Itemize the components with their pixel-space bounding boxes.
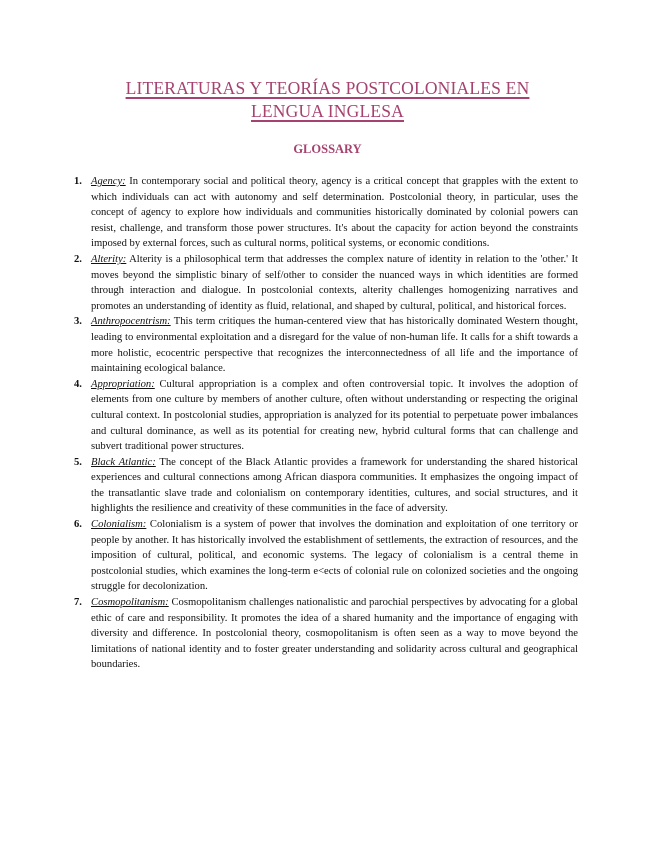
entry-number: 4. bbox=[74, 378, 82, 390]
entry-number: 5. bbox=[74, 456, 82, 468]
entry-number: 6. bbox=[74, 519, 82, 531]
title-line-2: LENGUA INGLESA bbox=[251, 101, 404, 121]
glossary-entry bbox=[74, 595, 578, 673]
entry-number: 7. bbox=[74, 597, 82, 609]
title-line-1: LITERATURAS Y TEORÍAS POSTCOLONIALES EN bbox=[125, 78, 530, 98]
glossary-entry bbox=[74, 252, 578, 314]
entry-text: In contemporary social and political theory, agency is a critical concept that grapples with the extent to which individuals can act with autonomy and self determination. Postcolonial theory, in particular, uses the concept of agency to explore how individuals and communities historically dominated by colonial powers can resist, challenge, and transform those power structures. It's about the capacity for action beyond the constraints imposed by external forces, such as cultural norms, political systems, or economic conditions. bbox=[91, 176, 578, 250]
section-heading: GLOSSARY bbox=[293, 142, 362, 156]
entry-text: Colonialism is a system of power that involves the domination and exploitation of one territory or people by another. It has historically involved the establishment of settlements, the extraction of resources, and the imposition of cultural, political, and economic systems. The legacy of colonialism is a central theme in postcolonial studies, which examines the long-term e<ects of colonial rule on colonized societies and the ongoing struggle for decolonization. bbox=[91, 519, 578, 593]
entry-term: Alterity: bbox=[91, 253, 127, 265]
entry-number: 3. bbox=[74, 316, 82, 328]
entry-text: The concept of the Black Atlantic provides a framework for understanding the shared historical experiences and cultural connections among African diaspora communities. It emphasizes the ongoing impact of the transatlantic slave trade and colonialism on contemporary identities, cultures, and social structures, and it highlights the resilience and creativity of these communities in the face of adversity. bbox=[91, 456, 578, 515]
entry-term: Colonialism: bbox=[91, 519, 147, 531]
entry-term: Black Atlantic: bbox=[91, 456, 156, 468]
entry-text: Cultural appropriation is a complex and often controversial topic. It involves the adoption of elements from one culture by members of another culture, often without understanding or respecting the original cultural context. In postcolonial studies, appropriation is analyzed for its potential to perpetuate power imbalances and cultural dominance, as well as its potential for creating new, hybrid cultural forms that can challenge and subvert traditional power structures. bbox=[91, 378, 578, 453]
entry-text: This term critiques the human-centered view that has historically dominated Western thought, leading to environmental exploitation and a disregard for the value of non-human life. It calls for a shift towards a more holistic, ecocentric perspective that recognizes the interconnectedness of all life and the importance of maintaining ecological balance. bbox=[91, 316, 578, 375]
document-title bbox=[0, 77, 655, 123]
glossary-entry bbox=[74, 377, 578, 455]
glossary-entry bbox=[74, 455, 578, 517]
glossary-entry bbox=[74, 314, 578, 376]
entry-number: 2. bbox=[74, 253, 82, 265]
entry-text: Cosmopolitanism challenges nationalistic and parochial perspectives by advocating for a global ethic of care and responsibility. It promotes the idea of a shared humanity and the importance of engaging with diversity and difference. In postcolonial theory, cosmopolitanism is often seen as a way to move beyond the limitations of national identity and to foster greater understanding and solidarity across cultural and geographical boundaries. bbox=[91, 597, 578, 671]
entry-term: Appropriation: bbox=[91, 378, 155, 390]
glossary-list bbox=[74, 174, 578, 673]
entry-text: Alterity is a philosophical term that addresses the complex nature of identity in relation to the 'other.' It moves beyond the simplistic binary of self/other to consider the nuanced ways in which identities are formed through interaction and dialogue. In postcolonial contexts, alterity challenges homogenizing narratives and promotes an understanding of identity as fluid, relational, and shaped by cultural, political, and historical forces. bbox=[91, 253, 578, 312]
glossary-entry bbox=[74, 174, 578, 252]
glossary-entry bbox=[74, 517, 578, 595]
entry-term: Anthropocentrism: bbox=[91, 316, 171, 328]
entry-term: Agency: bbox=[91, 176, 126, 187]
entry-term: Cosmopolitanism: bbox=[91, 597, 169, 609]
entry-number: 1. bbox=[74, 176, 82, 187]
